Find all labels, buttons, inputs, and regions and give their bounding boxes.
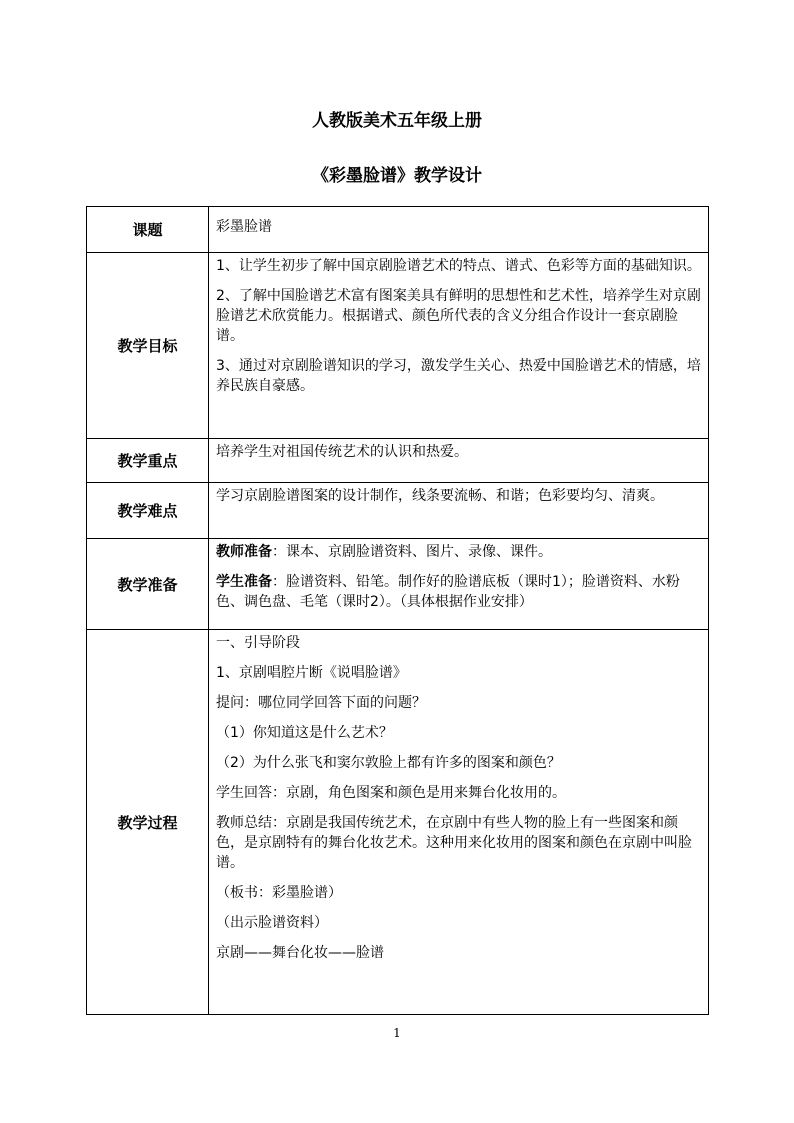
process-line-6: 学生回答：京剧，角色图案和颜色是用来舞台化妆用的。: [216, 785, 566, 801]
table-row-preparation: [87, 539, 709, 630]
page-number: 1: [393, 1026, 401, 1040]
goal-item-1: 1、让学生初步了解中国京剧脸谱艺术的特点、谱式、色彩等方面的基础知识。: [216, 258, 701, 274]
document-title: 人教版美术五年级上册: [312, 111, 482, 131]
process-line-4: （1）你知道这是什么艺术？: [216, 725, 393, 741]
process-line-7: 教师总结：京剧是我国传统艺术，在京剧中有些人物的脸上有一些图案和颜色，是京剧特有的舞台化妆艺术。这种用来化妆用的图案和颜色在京剧中叫脸谱。: [216, 815, 692, 871]
process-line-3: 提问：哪位同学回答下面的问题？: [216, 695, 426, 711]
process-line-1: 一、引导阶段: [216, 635, 300, 651]
process-line-9: （出示脸谱资料）: [216, 915, 328, 931]
teacher-preparation: [216, 542, 702, 562]
lesson-plan-table: [86, 206, 709, 1015]
label-process: 教学过程: [87, 630, 209, 1015]
table-row-key-point: [87, 439, 709, 483]
document-subtitle: 《彩墨脸谱》教学设计: [312, 166, 482, 186]
teacher-preparation-text: ：课本、京剧脸谱资料、图片、录像、课件。: [272, 544, 552, 560]
process-line-2: 1、京剧唱腔片断《说唱脸谱》: [216, 665, 407, 681]
teacher-preparation-label: 教师准备: [216, 544, 272, 560]
content-process: [209, 630, 709, 1015]
content-goals: [209, 253, 709, 439]
difficulty-text: 学习京剧脸谱图案的设计制作，线条要流畅、和谐；色彩要均匀、清爽。: [216, 488, 664, 504]
topic-text: 彩墨脸谱: [216, 219, 272, 235]
label-goals: 教学目标: [87, 253, 209, 439]
content-difficulty: [209, 483, 709, 539]
label-topic: 课题: [87, 207, 209, 253]
process-line-10: 京剧——舞台化妆——脸谱: [216, 945, 384, 961]
table-row-difficulty: [87, 483, 709, 539]
process-line-8: （板书：彩墨脸谱）: [216, 885, 342, 901]
label-difficulty: 教学难点: [87, 483, 209, 539]
content-key-point: [209, 439, 709, 483]
content-preparation: [209, 539, 709, 630]
student-preparation-text: ：脸谱资料、铅笔。制作好的脸谱底板（课时1）；脸谱资料、水粉色、调色盘、毛笔（课时2）。（具体根据作业安排）: [216, 574, 680, 610]
table-row-goals: [87, 253, 709, 439]
content-topic: [209, 207, 709, 253]
goal-item-2: 2、了解中国脸谱艺术富有图案美具有鲜明的思想性和艺术性，培养学生对京剧脸谱艺术欣赏能力。根据谱式、颜色所代表的含义分组合作设计一套京剧脸谱。: [216, 288, 701, 344]
student-preparation: [216, 572, 702, 612]
key-point-text: 培养学生对祖国传统艺术的认识和热爱。: [216, 444, 468, 460]
label-key-point: 教学重点: [87, 439, 209, 483]
process-line-5: （2）为什么张飞和窦尔敦脸上都有许多的图案和颜色？: [216, 755, 561, 771]
table-row-topic: [87, 207, 709, 253]
table-row-process: [87, 630, 709, 1015]
goal-item-3: 3、通过对京剧脸谱知识的学习，激发学生关心、热爱中国脸谱艺术的情感，培养民族自豪感。: [216, 358, 701, 394]
label-preparation: 教学准备: [87, 539, 209, 630]
student-preparation-label: 学生准备: [216, 574, 272, 590]
